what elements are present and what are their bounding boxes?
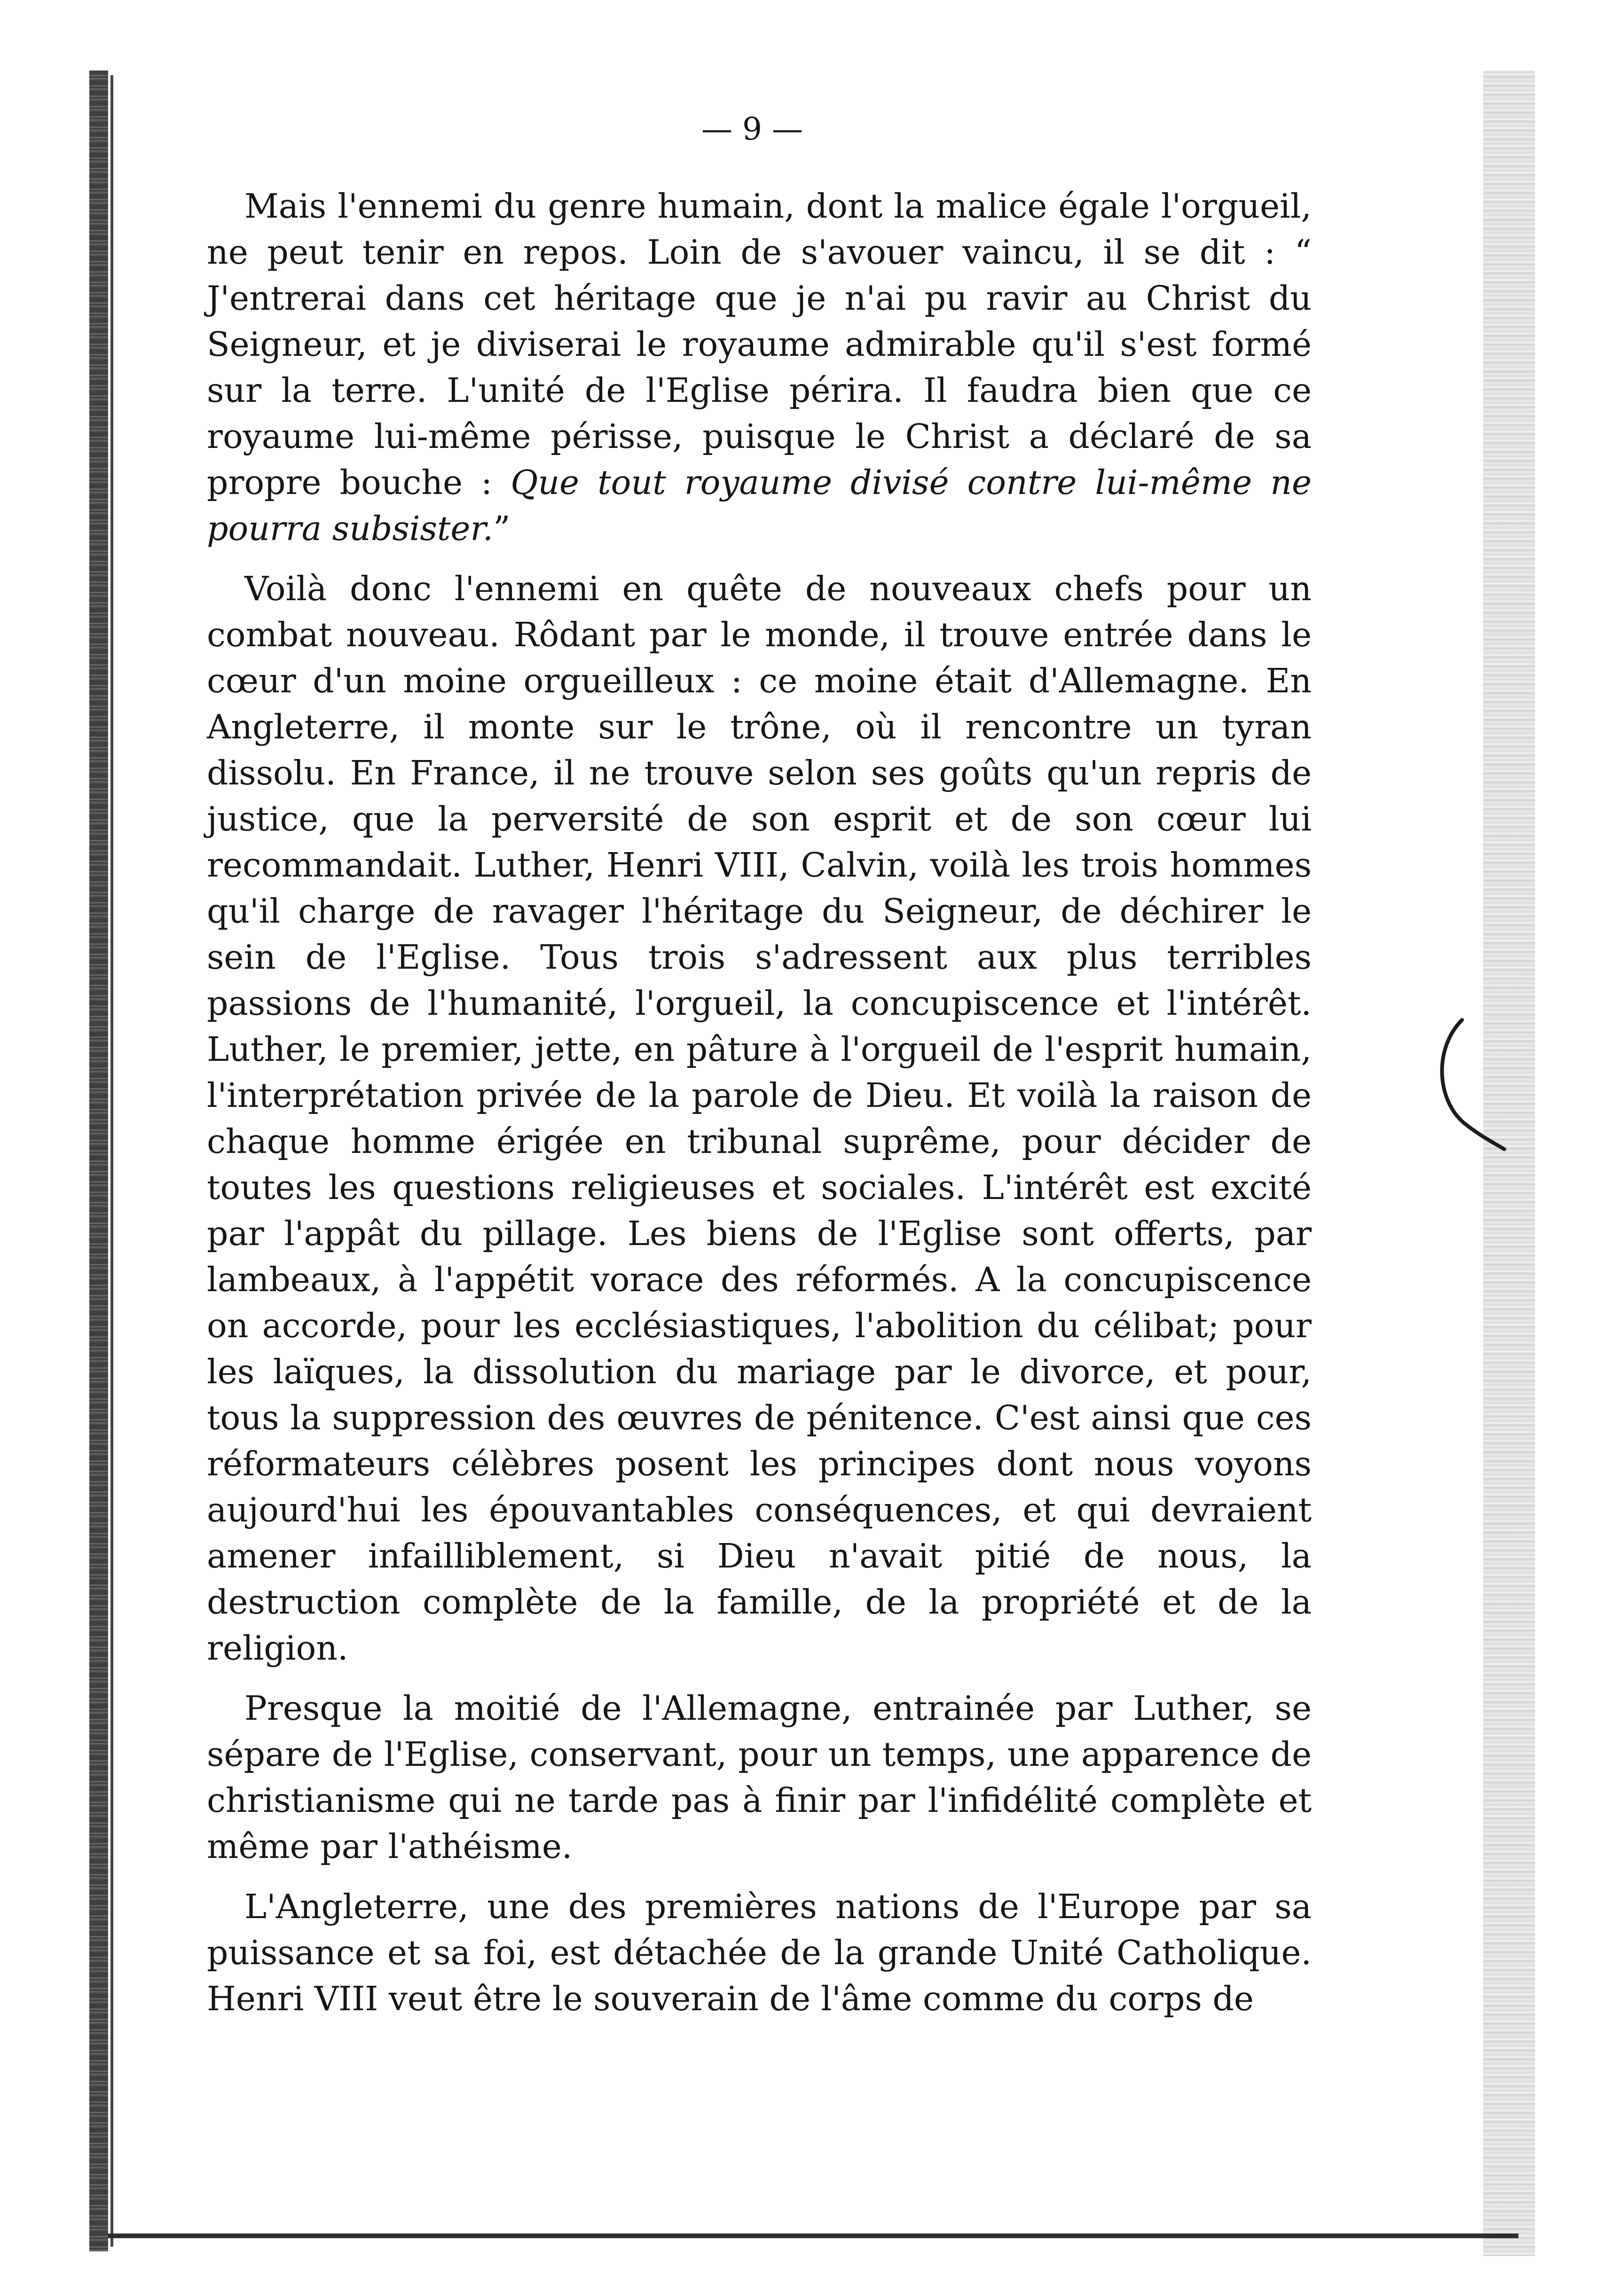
bracket-mark bbox=[1429, 1015, 1514, 1156]
scan-binding-line bbox=[110, 75, 113, 2247]
paragraph-4: L'Angleterre, une des premières nations de l'Europe par sa puissance et sa foi, est détachée de la grande Unité Catholique. Henri VIII veut être le souverain de l'âme comme du corps de bbox=[207, 1887, 1312, 2018]
paragraph-1 bbox=[207, 183, 1312, 552]
paragraph-1-italic-quote: Que tout royaume divisé contre lui-même ne pourra subsister. bbox=[207, 463, 1312, 548]
document-body bbox=[207, 183, 1312, 2022]
paragraph-2: Voilà donc l'ennemi en quête de nouveaux chefs pour un combat nouveau. Rôdant par le monde, il trouve entrée dans le cœur d'un moine orgueilleux : ce moine était d'Allemagne. En Angleterre, il monte sur le trône, où il rencontre un tyran dissolu. En France, il ne trouve selon ses goûts qu'un repris de justice, que la perversité de son esprit et de son cœur lui recommandait. Luther, Henri VIII, Calvin, voilà les trois hommes qu'il charge de ravager l'héritage du Seigneur, de déchirer le sein de l'Eglise. Tous trois s'adressent aux plus terribles passions de l'humanité, l'orgueil, la concupiscence et l'intérêt. Luther, le premier, jette, en pâture à l'orgueil de l'esprit humain, l'interprétation privée de la parole de Dieu. Et voilà la raison de chaque homme érigée en tribunal suprême, pour décider de toutes les questions religieuses et sociales. L'intérêt est excité par l'appât du pillage. Les biens de l'Eglise sont offerts, par lambeaux, à l'appétit vorace des réformés. A la concupiscence on accorde, pour les ecclésiastiques, l'abolition du célibat; pour les laïques, la dissolution du mariage par le divorce, et pour, tous la suppression des œuvres de pénitence. C'est ainsi que ces réformateurs célèbres posent les principes dont nous voyons aujourd'hui les épouvantables conséquences, et qui devraient amener infailliblement, si Dieu n'avait pitié de nous, la destruction complète de la famille, de la propriété et de la religion. bbox=[207, 569, 1312, 1668]
paragraph-1-text: Mais l'ennemi du genre humain, dont la malice égale l'orgueil, ne peut tenir en repos. Loin de s'avouer vaincu, il se dit : “ J'entrerai dans cet héritage que je n'ai pu ravir au Christ du Seigneur, et je diviserai le royaume admirable qu'il s'est formé sur la terre. L'unité de l'Eglise périra. Il faudra bien que ce royaume lui-même périsse, puisque le Christ a déclaré de sa propre bouche : bbox=[207, 187, 1312, 502]
paragraph-1-end: ” bbox=[493, 509, 511, 548]
scan-bottom-edge bbox=[108, 2233, 1518, 2238]
scan-page-edge bbox=[1483, 71, 1535, 2256]
scan-binding-edge bbox=[89, 71, 108, 2251]
paragraph-3: Presque la moitié de l'Allemagne, entrainée par Luther, se sépare de l'Eglise, conservant, pour un temps, une apparence de christianisme qui ne tarde pas à finir par l'infidélité complète et même par l'athéisme. bbox=[207, 1689, 1312, 1866]
page-number: — 9 — bbox=[701, 111, 803, 147]
